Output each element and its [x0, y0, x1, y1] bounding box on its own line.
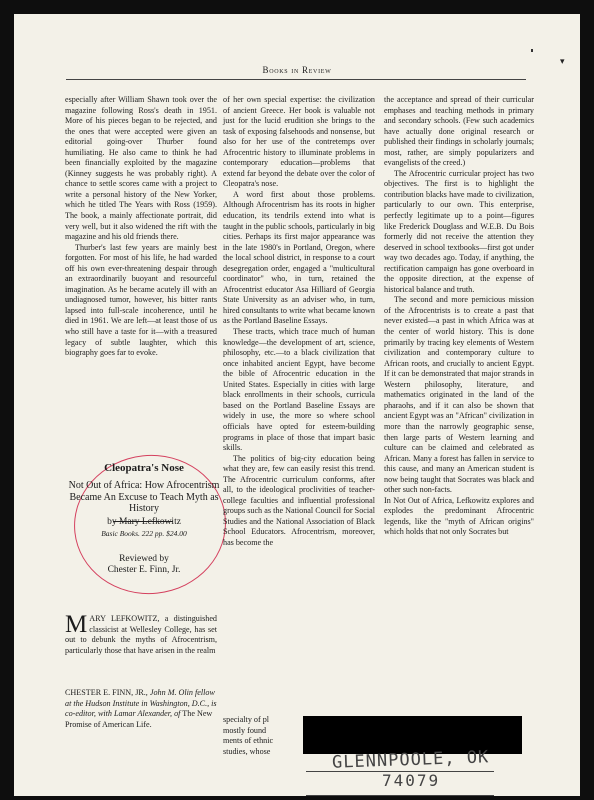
scanned-page — [14, 14, 580, 796]
col3-paragraph-4: In Not Out of Africa, Lefkowitz explores and explodes the predominant Afrocentric legends, like the "myth of African origins" which holds that not only Socrates but — [384, 495, 534, 537]
reviewed-by — [61, 554, 227, 577]
column-3 — [384, 95, 534, 538]
author-bio — [65, 688, 217, 730]
col1-paragraph-1: especially after William Shawn took over the magazine following Ross's death in 1951. More of his pieces began to be rejected, and the ones that were accepted were given an editorial going-over Thurber found humiliating. He also came to think he had been financially exploited by the magazine (Kinney suggests he was probably right). A chance to settle scores came with a project to write a personal history of the New Yorker, which he titled The Years with Ross (1959). The book, a mainly affectionate portrait, did very well, but it also widened the rift with the magazine and his old friends there. — [65, 95, 217, 242]
book-publisher: Basic Books. 222 pp. $24.00 — [101, 528, 187, 538]
col2-paragraph-2: A word first about those problems. Although Afrocentrism has its roots in higher education, its tendrils extend into what is taught in the public schools, particularly in big cities. Perhaps its first major appearance was in the late 1980's in Portland, Oregon, where the local school district, in response to a court desegregation order, engaged a "multicultural coordinator" who, in turn, retained the Afrocentrist educator Asa Hilliard of Georgia State University as an adviser who, in turn, hired consultants to write what became known as the Portland Baseline Essays. — [223, 189, 375, 326]
scan-mark: ▾ — [560, 56, 565, 66]
column-1 — [65, 95, 217, 359]
lead-text: ARY LEFKOWITZ, a distinguished classicist at Wellesley College, has set out to debunk the myths of Afrocentrism, particularly those that have arisen in the realm — [65, 614, 217, 655]
book-title: Not Out of Africa: How Afrocentrism Became An Excuse to Teach Myth as History — [68, 480, 220, 514]
lead-paragraph — [65, 611, 217, 656]
reviewed-by-label: Reviewed by — [119, 553, 169, 564]
handwritten-zip: 74079 — [382, 771, 441, 790]
col2-paragraph-4: The politics of big-city education being what they are, few can easily resist this trend. The Afrocentric curriculum conforms, after all, to the ideological proclivities of teacher-college faculties and influential professional groups such as the National Council for Social Studies and the National Association of Black School Educators. Afrocentrism, moreover, has become the — [223, 453, 375, 547]
scan-speck — [531, 49, 533, 52]
col2-cutoff-line: ments of ethnic — [223, 736, 274, 746]
col3-paragraph-1: the acceptance and spread of their curricular emphases and teaching methods in primary and secondary schools. (Few such academics have actually done original research or published their findings in scholarly journals; most, rather, are simply popularizers and evangelists of the creed.) — [384, 95, 534, 168]
header-rule — [66, 79, 526, 80]
column-2 — [223, 95, 375, 547]
column-2-cutoff — [223, 715, 303, 757]
section-header: Books in Review — [262, 65, 332, 75]
bio-name: CHESTER E. FINN, JR., — [65, 688, 148, 697]
title-underline — [113, 521, 173, 522]
drop-cap: M — [65, 611, 88, 638]
col3-paragraph-3: The second and more pernicious mission of the Afrocentrists is to create a past that never existed—a past in which Africa was at the center of world history. This is done primarily by tracing key elements of Western civilization and contemporary culture to African roots, and crucially to ancient Egypt. If it can be demonstrated that major strands in Western philosophy, literature, and mathematics originated in the land of the pharaohs, and if it can also be shown that ancient Egypt was an "African" civilization in more than the narrowly geographic sense, then large parts of Western learning and culture can be claimed and celebrated as African. Many a forest has fallen in service to this cause, and many an American student is now being taught that Socrates was black and other such non-facts. — [384, 295, 534, 495]
bio-description: John M. Olin fellow at the Hudson Institute in Washington, D.C., is co-editor, with Lamar Alexander, of — [65, 688, 217, 719]
book-author: by Mary Lefkowitz — [107, 516, 181, 527]
review-title: Cleopatra's Nose — [104, 462, 184, 474]
col2-paragraph-1: of her own special expertise: the civilization of ancient Greece. Her book is valuable not just for the lucid erudition she brings to the task of exposing falsehoods and nonsense, but also for her use of the contretemps over Afrocentric history to illuminate problems in contemporary education—problems that extend far beyond the debate over the color of Cleopatra's nose. — [223, 95, 375, 189]
reviewer-name: Chester E. Finn, Jr. — [107, 565, 181, 575]
col2-cutoff-line: specialty of pl — [223, 715, 270, 724]
col3-paragraph-2: The Afrocentric curricular project has two objectives. The first is to highlight the contribution blacks have made to civilization, particularly to our own. This enterprise, perfectly legitimate up to a point—figures like Frederick Douglass and W.E.B. Du Bois formerly did not receive the attention they deserved in school textbooks—first got under way two decades ago. Today, if anything, the rectification campaign has gone overboard in the opposite direction, at the expense of historical balance and truth. — [384, 168, 534, 294]
col1-paragraph-2: Thurber's last few years are mainly best forgotten. For most of his life, he had warded off his own ever-threatening despair through an extraordinarily buoyant and resourceful imagination. As he became acutely ill with an undiagnosed tumor, however, his bitter rants lapsed into full-scale incoherence, until he died in 1961. We are left—at least those of us who still have a taste for it—with a treasured legacy of subtle laughter, which this biography goes far to evoke. — [65, 242, 217, 358]
review-box — [61, 462, 227, 577]
col2-paragraph-3: These tracts, which trace much of human knowledge—the development of art, science, philosophy, etc.—to a black civilization that once inhabited ancient Egypt, have become the bible of Afrocentric education in the United States. Especially in cities with large black enrollments in their schools, curricula based on the Portland Baseline Essays are widely in use, the more so where school officials have opted for esteem-building programs in place of those that impart basic skills. — [223, 327, 375, 453]
col2-cutoff-line: mostly found — [223, 725, 267, 735]
handwritten-location: GLENNPOOLE, OK — [331, 747, 490, 773]
col2-cutoff-line: studies, whose — [223, 746, 271, 756]
redaction-block — [303, 716, 522, 754]
handwriting-rule — [306, 795, 494, 796]
bio-book: The New Promise of American Life. — [65, 709, 213, 729]
